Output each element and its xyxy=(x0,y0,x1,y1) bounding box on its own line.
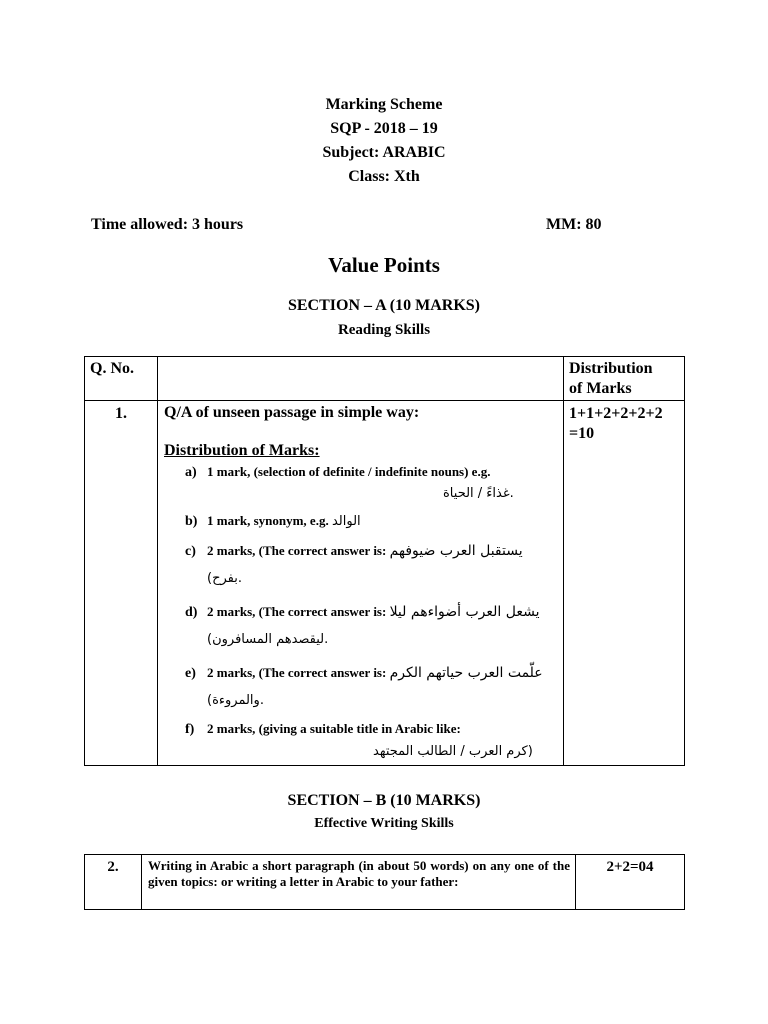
question-text: Q/A of unseen passage in simple way: xyxy=(164,404,420,421)
item-c: c) 2 marks, (The correct answer is: يستقبل العرب ضيوفهم xyxy=(185,543,523,559)
section-b-table xyxy=(84,854,685,910)
row-question: Writing in Arabic a short paragraph (in about 50 words) on any one of the given topics: or writing a letter in Arabic to your father: xyxy=(142,855,576,910)
value-points-heading: Value Points xyxy=(328,253,440,277)
item-d-arabic-cont: (ليقصدهم المسافرون. xyxy=(207,632,329,647)
item-e: e) 2 marks, (The correct answer is: علّمت العرب حياتهم الكرم xyxy=(185,665,543,681)
section-a-subtitle: Reading Skills xyxy=(337,322,431,338)
time-allowed: Time allowed: 3 hours xyxy=(91,216,244,233)
item-d: d) 2 marks, (The correct answer is: يشعل العرب أضواءهم ليلا xyxy=(185,604,540,620)
paper-code: SQP - 2018 – 19 xyxy=(330,120,438,137)
item-f-arabic: كرم العرب / الطالب المجتهد) xyxy=(373,744,533,759)
col-blank-header xyxy=(158,357,564,401)
section-b-title: SECTION – B (10 MARKS) xyxy=(287,792,481,809)
row-marks: 1+1+2+2+2+2 =10 xyxy=(564,401,685,766)
item-a-arabic: غذاءً / الحياة. xyxy=(443,486,514,501)
item-c-arabic-cont: (بفرح. xyxy=(207,571,242,586)
table-row xyxy=(85,855,685,910)
item-a: a) 1 mark, (selection of definite / indefinite nouns) e.g. xyxy=(185,464,491,480)
item-b: b) 1 mark, synonym, e.g. الوالد xyxy=(185,513,361,529)
section-a-title: SECTION – A (10 MARKS) xyxy=(287,297,481,314)
item-f: f) 2 marks, (giving a suitable title in Arabic like: xyxy=(185,721,461,737)
doc-title: Marking Scheme xyxy=(325,96,443,113)
col-qno-header: Q. No. xyxy=(85,357,158,401)
subject: Subject: ARABIC xyxy=(322,144,446,161)
distribution-title: Distribution of Marks: xyxy=(164,442,320,459)
section-a-table xyxy=(84,356,685,766)
item-e-arabic-cont: (والمروءة. xyxy=(207,693,264,708)
max-marks: MM: 80 xyxy=(546,216,602,233)
row-qno: 1. xyxy=(85,401,158,766)
table-row xyxy=(85,401,685,766)
row-content xyxy=(158,401,564,766)
row-qno: 2. xyxy=(85,855,142,910)
col-dist-header: Distribution of Marks xyxy=(564,357,685,401)
class: Class: Xth xyxy=(348,168,420,185)
table-header-row xyxy=(85,357,685,401)
row-marks: 2+2=04 xyxy=(576,855,685,910)
section-b-subtitle: Effective Writing Skills xyxy=(314,816,454,831)
